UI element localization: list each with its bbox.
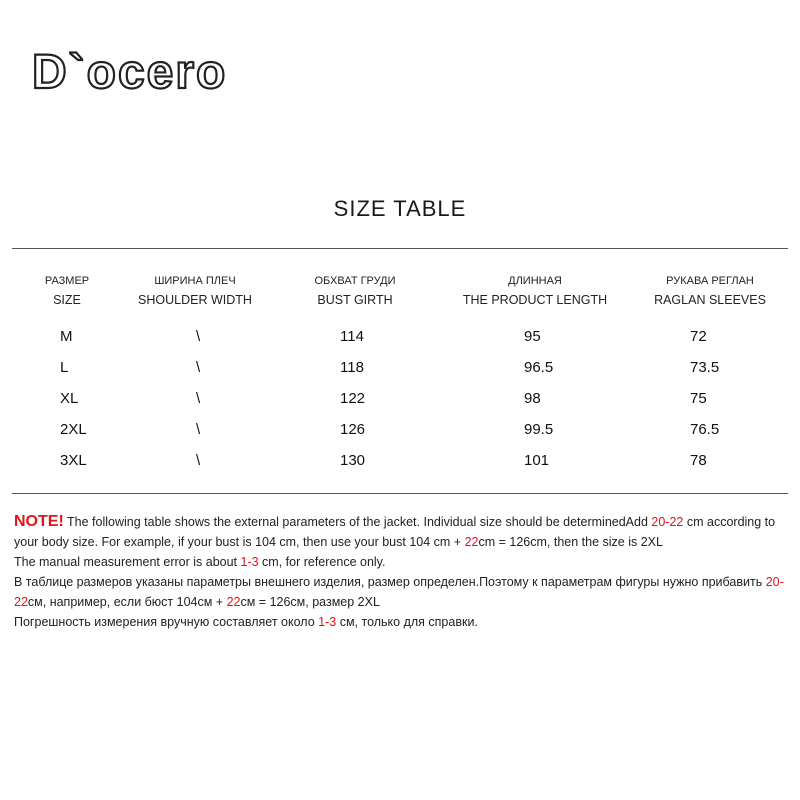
note-label: NOTE! bbox=[14, 513, 64, 530]
cell-length: 95 bbox=[524, 328, 541, 345]
table-bottom-divider bbox=[12, 493, 788, 494]
cell-length: 101 bbox=[524, 452, 550, 469]
note-russian-2: Погрешность измерения вручную составляет около 1-3 см, только для справки. bbox=[14, 615, 478, 629]
cell-size: 3XL bbox=[60, 452, 87, 469]
cell-shoulder: \ bbox=[196, 421, 201, 438]
cell-sleeves: 78 bbox=[690, 452, 707, 469]
header-shoulder-width: ШИРИНА ПЛЕЧ SHOULDER WIDTH bbox=[138, 275, 252, 307]
cell-sleeves: 75 bbox=[690, 390, 707, 407]
cell-length: 98 bbox=[524, 390, 541, 407]
cell-sleeves: 76.5 bbox=[690, 421, 720, 438]
cell-sleeves: 73.5 bbox=[690, 359, 720, 376]
cell-shoulder: \ bbox=[196, 452, 201, 469]
size-table-body bbox=[0, 328, 800, 483]
table-row bbox=[0, 390, 800, 421]
cell-shoulder: \ bbox=[196, 390, 201, 407]
cell-bust: 114 bbox=[340, 328, 364, 345]
cell-bust: 130 bbox=[340, 452, 366, 469]
cell-size: 2XL bbox=[60, 421, 87, 438]
cell-shoulder: \ bbox=[196, 359, 201, 376]
svg-text:D`ocero: D`ocero bbox=[32, 46, 228, 99]
header-product-length: ДЛИННАЯ THE PRODUCT LENGTH bbox=[462, 275, 608, 307]
cell-bust: 126 bbox=[340, 421, 366, 438]
table-row bbox=[0, 359, 800, 390]
table-top-divider bbox=[12, 248, 788, 249]
cell-size: M bbox=[60, 328, 73, 345]
note-english-2: The manual measurement error is about 1-3 cm, for reference only. bbox=[14, 555, 386, 569]
table-row bbox=[0, 328, 800, 359]
notes-section bbox=[14, 512, 790, 632]
cell-length: 99.5 bbox=[524, 421, 554, 438]
cell-size: L bbox=[60, 359, 69, 376]
cell-size: XL bbox=[60, 390, 79, 407]
cell-bust: 118 bbox=[340, 359, 364, 376]
cell-bust: 122 bbox=[340, 390, 366, 407]
table-row bbox=[0, 452, 800, 483]
brand-logo bbox=[30, 40, 260, 100]
page-title: SIZE TABLE bbox=[333, 196, 467, 221]
note-russian-1: В таблице размеров указаны параметры внешнего изделия, размер определен.Поэтому к параметрам фигуры нужно прибавить 20-22см, например, если бюст 104см + 22см = 126см, размер 2XL bbox=[14, 575, 784, 609]
note-english-1: NOTE! The following table shows the external parameters of the jacket. Individual size should be determinedAdd 20-22 cm according to your body size. For example, if your bust is 104 cm, then use your bust 104 cm + 22cm = 126cm, then the size is 2XL bbox=[14, 513, 776, 549]
cell-length: 96.5 bbox=[524, 359, 554, 376]
cell-sleeves: 72 bbox=[690, 328, 707, 345]
header-bust-girth: ОБХВАТ ГРУДИ BUST GIRTH bbox=[314, 275, 396, 307]
table-row bbox=[0, 421, 800, 452]
header-raglan-sleeves: РУКАВА РЕГЛАН RAGLAN SLEEVES bbox=[654, 275, 766, 307]
cell-shoulder: \ bbox=[196, 328, 201, 345]
header-size: РАЗМЕР SIZE bbox=[44, 275, 90, 307]
